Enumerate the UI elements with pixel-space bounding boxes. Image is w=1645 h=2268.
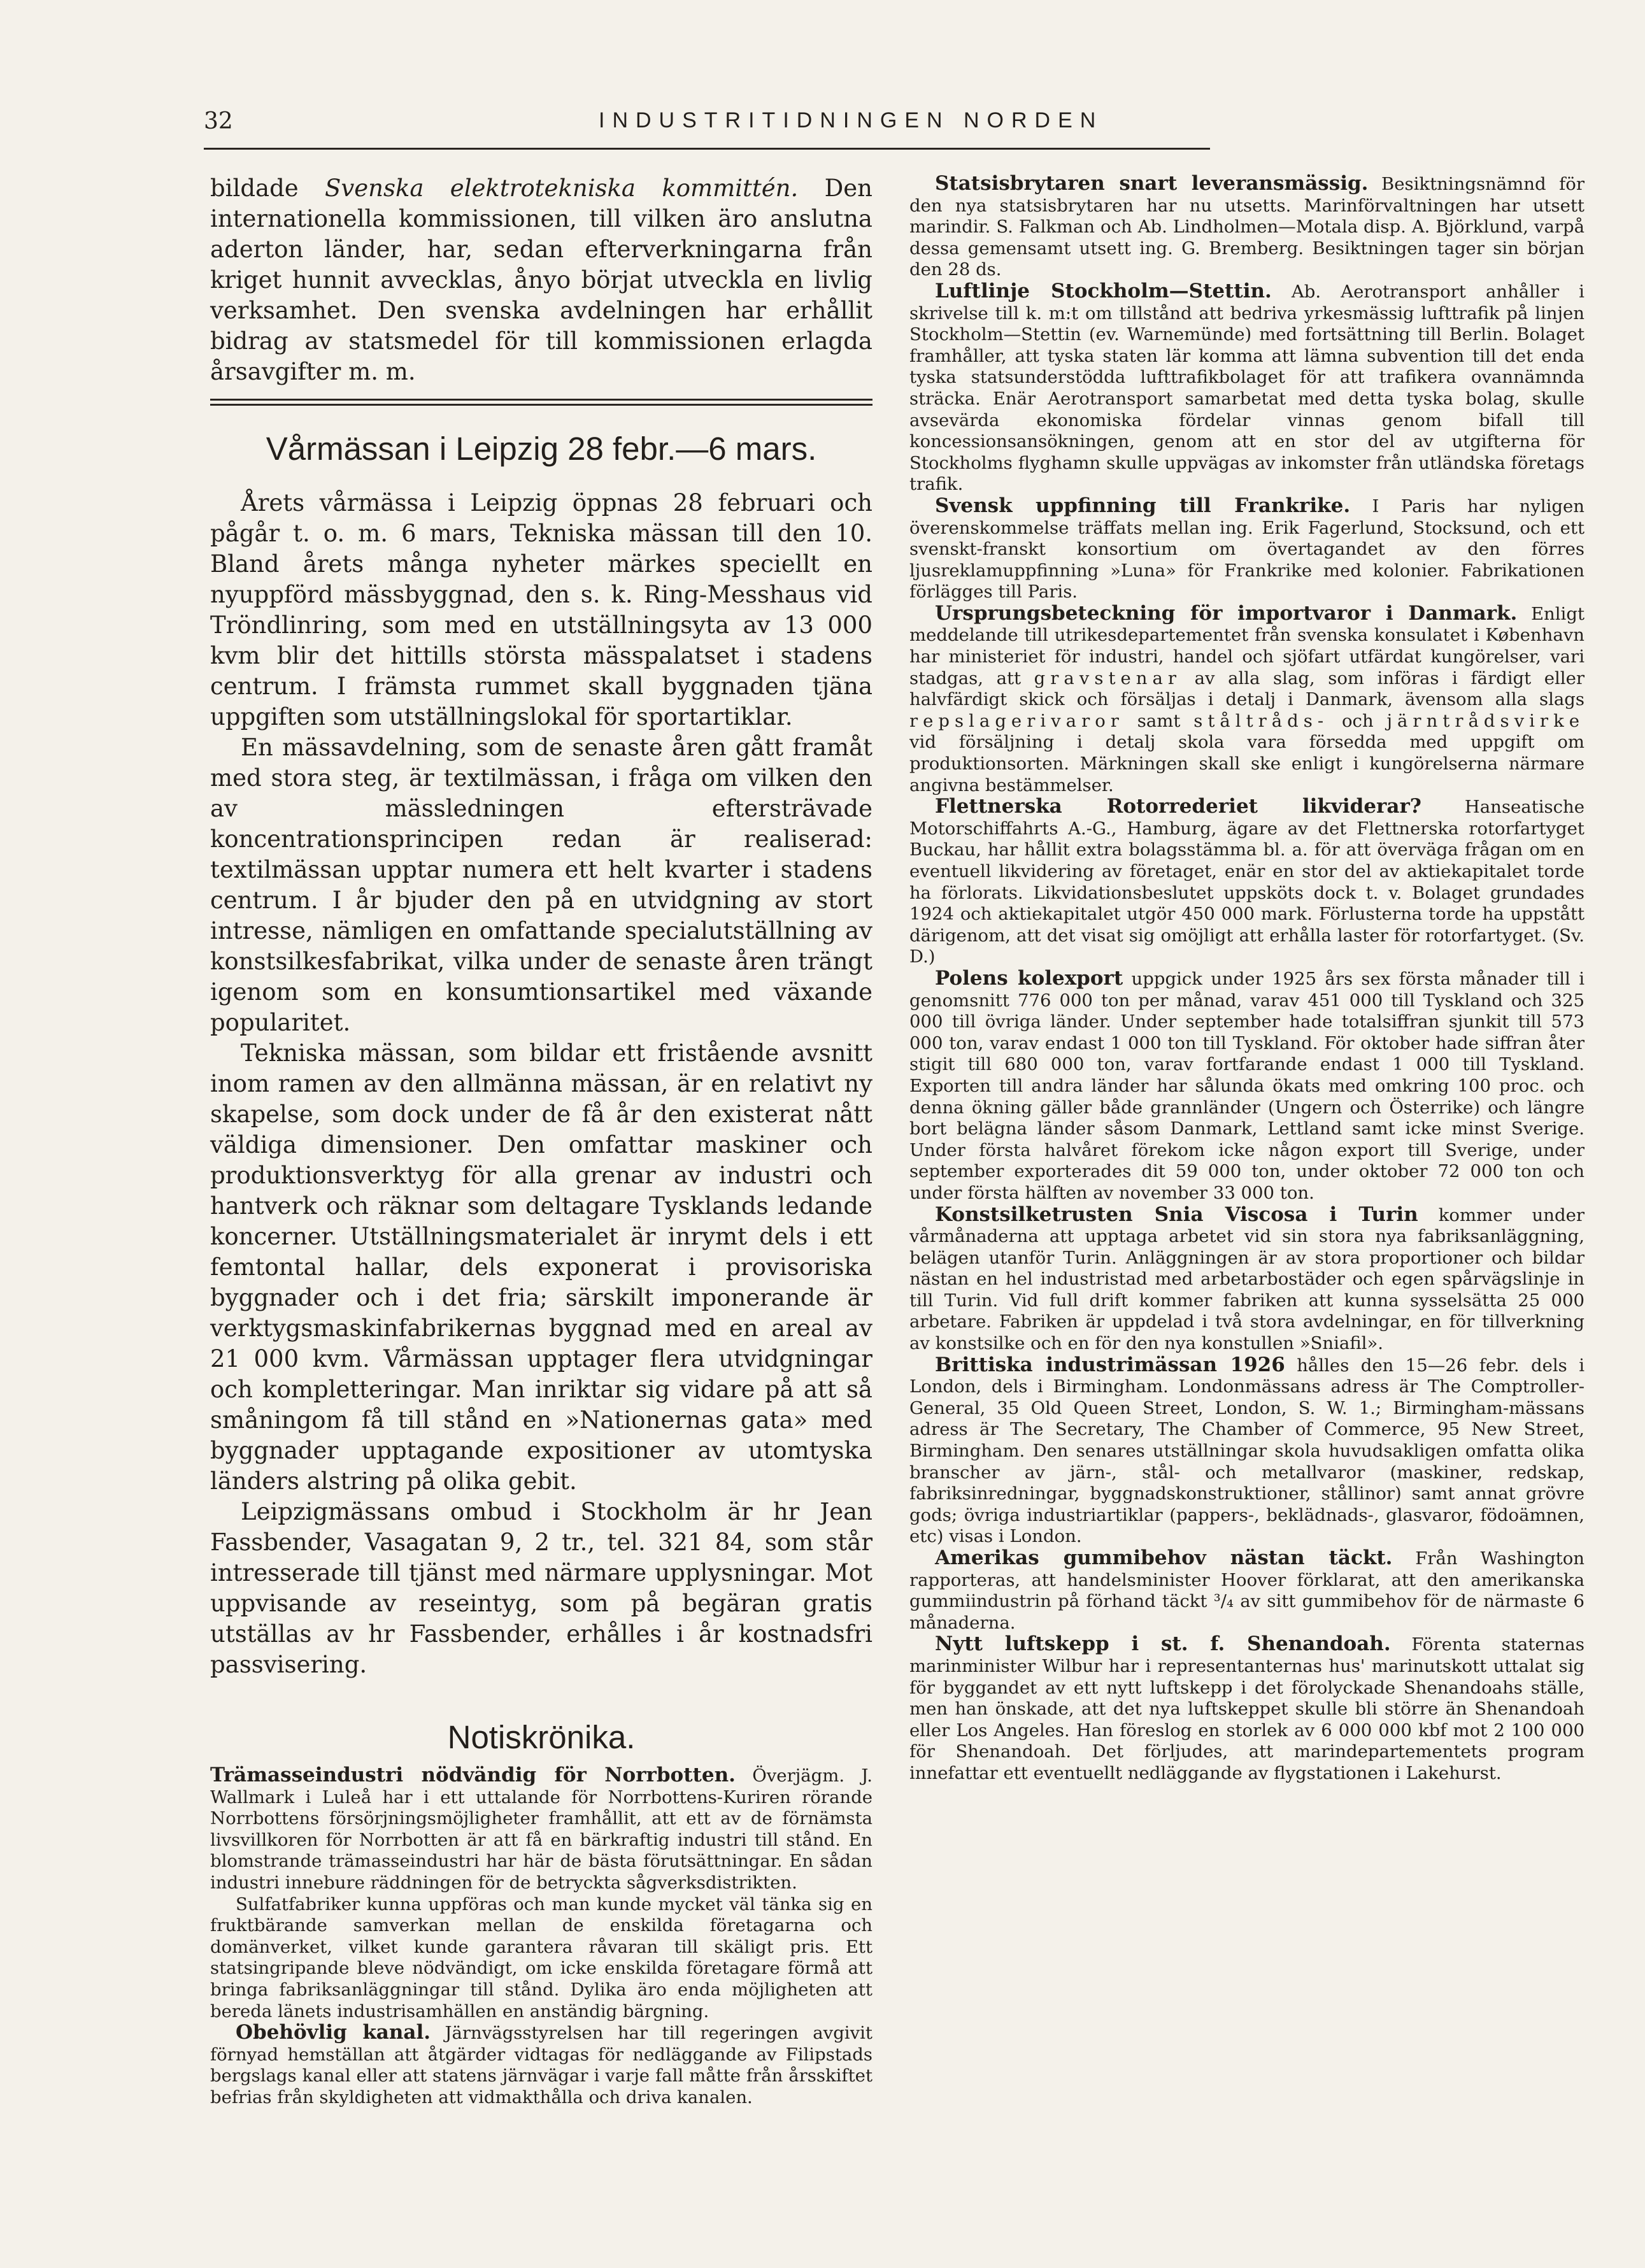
notice-item: [909, 1355, 1584, 1548]
notice-text: Enligt meddelande till utrikesdepartementet från svenska konsulatet i København har ministeriet för industri, handel och sjöfart utfärdat kungörelser, vari stadgas, att: [909, 603, 1584, 688]
notice-lead: Flettnerska Rotorrederiet likviderar?: [935, 795, 1421, 818]
notice-item: [909, 1634, 1584, 1784]
notice-item: [909, 603, 1584, 796]
notiskronika-heading: Notiskrönika.: [447, 1719, 636, 1755]
notice-text: och: [1328, 710, 1387, 731]
spaced-term: järntrådsvirke: [1386, 710, 1585, 731]
intro-before: bildade: [210, 175, 325, 202]
notice-text: uppgick under 1925 års sex första månader till i genomsnitt 776 000 ton per månad, varav 451 000 till Tyskland och 325 000 till övriga länder. Under september hade totalsiffran sjunkit till 573 000 ton, varav endast 1 000 ton till Tyskland. För oktober hade siffran åter stigit till 680 000 ton, varav fortfarande endast 1 000 till Tyskland. Exporten till andra länder har sålunda ökats med omkring 100 proc. och denna ökning gäller både grannländer (Ungern och Österrike) och längre bort belägna länder såsom Danmark, Lettland samt icke minst Sverige. Under första halvåret förekom icke någon export till Sverige, under september exporterades dit 59 000 ton, under oktober 72 000 ton och under första hälften av november 33 000 ton.: [909, 968, 1584, 1203]
page-header: [204, 102, 1210, 146]
notice-item: [909, 968, 1584, 1204]
notice-item: [210, 1894, 872, 2023]
section-divider: [210, 399, 872, 406]
intro-after: Den internationella kommissionen, till vilken äro anslutna aderton länder, har, sedan efterverkningarna från kriget hunnit avvecklas, ånyo börjat utveckla en livlig verksamhet. Den svenska avdelningen har erhållit bidrag av statsmedel för till kommissionen erlagda årsavgifter m. m.: [210, 175, 872, 385]
notice-item: [909, 1204, 1584, 1355]
leipzig-paragraph: En mässavdelning, som de senaste åren gått framåt med stora steg, är textilmässan, i fråga om vilken den av mässledningen eftersträvade koncentrationsprincipen redan är realiserad: textilmässan upptar numera ett helt kvarter i stadens centrum. I år bjuder den på en utvidgning av stort intresse, nämligen en omfattande specialutställning av konstsilkesfabrikat, vilka under de senaste åren trängt igenom som en konsumtionsartikel med växande popularitet.: [210, 734, 872, 1036]
spaced-term: ståltråds-: [1193, 710, 1329, 731]
notice-text: I Paris har nyligen överenskommelse träffats mellan ing. Erik Fagerlund, Stocksund, och ett svenskt-franskt konsortium om övertagandet av den förres ljusreklamuppfinning »Luna» för Frankrike med kolonier. Fabrikationen förlägges till Paris.: [909, 496, 1584, 603]
notice-item: [909, 173, 1584, 281]
running-title: INDUSTRITIDNINGEN NORDEN: [599, 108, 1104, 132]
notice-text: kommer under vårmånaderna att upptaga arbetet vid sin stora nya fabriksanläggning, belägen utanför Turin. Anläggningen är av stora proportioner och bildar nästan en hel industristad med arbetarbostäder och egen spårvägslinje in till Turin. Vid full drift kommer fabriken att kunna sysselsätta 25 000 arbetare. Fabriken är uppdelad i två stora avdelningar, en för tillverkning av konstsilke och en för den nya konstullen »Sniafil».: [909, 1204, 1584, 1354]
notice-text: Förenta staternas marinminister Wilbur har i representanternas hus' marinutskott uttalat sig för byggandet av ett nytt luftskepp i det förolyckade Shenandoahs ställe, men han önskade, att det nya luftskeppet skulle bli större än Shenandoah eller Los Angeles. Han föreslog en storlek av 6 000 000 kbf mot 2 100 000 för Shenandoah. Det förljudes, att marindepartementets program innefattar ett eventuellt nedläggande av flygstationen i Lakehurst.: [909, 1634, 1584, 1783]
right-column: [909, 173, 1584, 1785]
intro-paragraph: [210, 173, 872, 387]
header-rule: [204, 148, 1210, 150]
leipzig-paragraph: Tekniska mässan, som bildar ett fristående avsnitt inom ramen av den allmänna mässan, är en relativt ny skapelse, som dock under de få år den existerat nått väldiga dimensioner. Den omfattar maskiner och produktionsverktyg för alla grenar av industri och hantverk och räknar som deltagare Tysklands ledande koncerner. Utställningsmaterialet är inrymt dels i ett femtontal hallar, dels exponerat i provisoriska byggnader och i det fria; särskilt imponerande är verktygsmaskinfabrikernas byggnad med en areal av 21 000 kvm. Vårmässan upptager flera utvidgningar och kompletteringar. Man inriktar sig vidare på att så småningom få till stånd en »Nationernas gata» med byggnader upptagande expositioner av utomtyska länders alstring på olika gebit.: [210, 1039, 872, 1495]
notice-text: hålles den 15—26 febr. dels i London, dels i Birmingham. Londonmässans adress är The Comptroller-General, 35 Old Queen Street, London, S. W. 1.; Birmingham-mässans adress är The Secretary, The Chamber of Commerce, 95 New Street, Birmingham. Den senares utställningar skola huvudsakligen omfatta olika branscher av järn-, stål- och metallvaror (maskiner, redskap, fabriksinredningar, byggnadskonstruktioner, stållinor) samt annat grövre gods; övriga industriartiklar (pappers-, beklädnads-, glasvaror, födoämnen, etc) visas i London.: [909, 1355, 1584, 1547]
notice-lead: Amerikas gummibehov nästan täckt.: [935, 1546, 1393, 1569]
notice-item: [909, 796, 1584, 968]
notice-text: Hanseatische Motorschiffahrts A.-G., Hamburg, ägare av det Flettnerska rotorfartyget Buckau, har hållit extra bolagsstämma bl. a. för att överväga frågan om en eventuell likvidering av företaget, enär en stor del av aktiekapitalet torde ha förlorats. Likvidationsbeslutet uppsköts dock t. v. Bolaget grundades 1924 och aktiekapitalet utgör 450 000 mark. Förlusterna torde ha uppstått därigenom, att det visat sig omöjligt att erhålla laster för rotorfartyget. (Sv. D.): [909, 797, 1584, 967]
notice-text: vid försäljning i detalj skola vara försedda med uppgift om produktionsorten. Märkningen skall ske enligt i kungörelserna närmare angivna bestämmelser.: [909, 732, 1584, 795]
notice-lead: Brittiska industrimässan 1926: [935, 1353, 1285, 1376]
notice-text: Järnvägsstyrelsen har till regeringen avgivit förnyad hemställan att åtgärder vidtagas för nedläggande av Filipstads bergslags kanal eller att statens järnvägar i varje fall måtte från årsskiftet befrias från skyldigheten att vidmakthålla och driva kanalen.: [210, 2023, 872, 2108]
notice-lead: Obehövlig kanal.: [236, 2021, 431, 2044]
notice-text: Ab. Aerotransport anhåller i skrivelse till k. m:t om tillstånd att bedriva yrkesmässig lufttrafik på linjen Stockholm—Stettin (ev. Warnemünde) med fortsättning till Berlin. Bolaget framhåller, att tyska staten lär komma att lämna subvention till det enda tyska statsunderstödda lufttrafikbolaget för att trafikera ovannämnda sträcka. Enär Aerotransport samarbetat med detta tyska bolag, skulle avsevärda ekonomiska fördelar vinnas genom bifall till koncessionsansökningen, genom att en stor del av utgifterna för Stockholms flyghamn skulle uppvägas av inkomster från utländska företags trafik.: [909, 281, 1584, 495]
leipzig-article: [210, 488, 872, 1680]
leipzig-paragraph: Leipzigmässans ombud i Stockholm är hr Jean Fassbender, Vasagatan 9, 2 tr., tel. 321 84, som står intresserade till tjänst med närmare upplysningar. Mot uppvisande av reseintyg, som på begäran gratis utställas av hr Fassbender, erhålles i år kostnadsfri passvisering.: [210, 1498, 872, 1678]
notiskronika-items: [210, 1765, 872, 2109]
spaced-term: repslagerivaror: [909, 710, 1124, 731]
notice-text: samt: [1123, 710, 1194, 731]
notice-lead: Ursprungsbeteckning för importvaror i Danmark.: [935, 601, 1518, 625]
notice-text: Sulfatfabriker kunna uppföras och man kunde mycket väl tänka sig en fruktbärande samverkan mellan de enskilda företagarna och domänverket, vilket kunde garantera råvaran till skäligt pris. Ett statsingripande bleve nödvändigt, om icke enskilda företagare förmå att bringa fabriksanläggningar till stånd. Dylika äro enda möjligheten att bereda länets industrisamhällen en anständig bärgning.: [210, 1894, 872, 2022]
committee-name: Svenska elektrotekniska kommittén.: [325, 175, 799, 202]
notice-lead: Trämasseindustri nödvändig för Norrbotten.: [210, 1764, 736, 1787]
notice-lead: Nytt luftskepp i st. f. Shenandoah.: [935, 1632, 1391, 1656]
notice-lead: Svensk uppfinning till Frankrike.: [935, 494, 1351, 517]
notice-item: [909, 281, 1584, 496]
notice-lead: Luftlinje Stockholm—Stettin.: [935, 279, 1272, 303]
notice-item: [909, 1548, 1584, 1634]
notice-text: Från Washington rapporteras, att handelsminister Hoover förklarat, att den amerikanska gummiindustrin på förhand täckt ³/₄ av sitt gummibehov för de närmaste 6 månaderna.: [909, 1548, 1584, 1633]
notice-lead: Statsisbrytaren snart leveransmässig.: [935, 172, 1369, 195]
notice-text: av alla slag, som införas i färdigt eller halvfärdigt skick och försäljas i detalj i Danmark, ävensom alla slags: [909, 667, 1585, 710]
notice-text: Besiktningsnämnd för den nya statsisbrytaren har nu utsetts. Marinförvaltningen har utsett marindir. S. Falkman och Ab. Lindholmen—Motala disp. A. Björklund, varpå dessa gemensamt utsett ing. G. Bremberg. Besiktningen tager sin början den 28 ds.: [909, 174, 1584, 280]
notice-item: [210, 1765, 872, 1894]
notice-item: [210, 2022, 872, 2108]
left-column: [210, 173, 872, 2109]
notice-lead: Konstsilketrusten Snia Viscosa i Turin: [935, 1202, 1418, 1226]
leipzig-heading: Vårmässan i Leipzig 28 febr.—6 mars.: [266, 431, 817, 467]
notice-text: Överjägm. J. Wallmark i Luleå har i ett uttalande för Norrbottens-Kuriren rörande Norrbottens försörjningsmöjligheter framhållit, att ett av de förnämsta livsvillkoren för Norrbotten är att få en bärkraftig industri till stånd. En blomstrande trämasseindustri har här de bästa förutsättningar. En sådan industri innebure räddningen för de betryckta sågverksdistrikten.: [210, 1765, 872, 1893]
notice-lead: Polens kolexport: [935, 966, 1123, 990]
notice-item: [909, 496, 1584, 603]
spaced-term: gravstenar: [1034, 667, 1182, 688]
leipzig-paragraph: Årets vårmässa i Leipzig öppnas 28 februari och pågår t. o. m. 6 mars, Tekniska mässan till den 10. Bland årets många nyheter märkes speciellt en nyuppförd mässbyggnad, den s. k. Ring-Messhaus vid Tröndlinring, som med en utställningsyta av 13 000 kvm blir det hittills största mässpalatset i stadens centrum. I främsta rummet skall byggnaden tjäna uppgiften som utställningslokal för sportartiklar.: [210, 489, 872, 731]
page-number: 32: [204, 108, 233, 134]
